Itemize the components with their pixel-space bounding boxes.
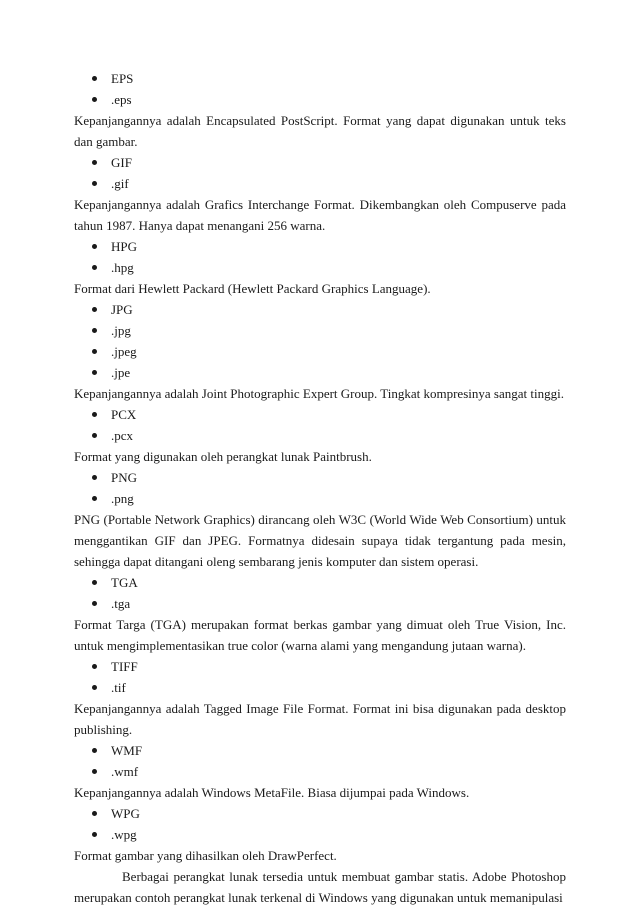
format-list: [74, 740, 566, 782]
format-description: Format yang digunakan oleh perangkat lunak Paintbrush.: [74, 449, 372, 464]
format-extension: .hpg: [111, 260, 134, 275]
format-description: Format Targa (TGA) merupakan format berkas gambar yang dimuat oleh True Vision, Inc. untuk mengimplementasikan true color (warna alami yang mengandung jutaan warna).: [74, 617, 566, 653]
bullet-icon: [92, 307, 97, 312]
format-extension: GIF: [111, 155, 132, 170]
format-description: Kepanjangannya adalah Tagged Image File Format. Format ini bisa digunakan pada desktop publishing.: [74, 701, 566, 737]
format-list: [74, 236, 566, 278]
bullet-icon: [92, 748, 97, 753]
list-item: [74, 488, 566, 509]
bullet-icon: [92, 265, 97, 270]
format-description: Format dari Hewlett Packard (Hewlett Packard Graphics Language).: [74, 281, 431, 296]
format-extension: .eps: [111, 92, 132, 107]
bullet-icon: [92, 580, 97, 585]
list-item: [74, 362, 566, 383]
bullet-icon: [92, 97, 97, 102]
format-list: [74, 467, 566, 509]
format-extension: EPS: [111, 71, 134, 86]
list-item: [74, 824, 566, 845]
bullet-icon: [92, 349, 97, 354]
list-item: [74, 572, 566, 593]
list-item: [74, 761, 566, 782]
format-extension: .tif: [111, 680, 126, 695]
format-extension: HPG: [111, 239, 138, 254]
format-extension: PCX: [111, 407, 137, 422]
bullet-icon: [92, 832, 97, 837]
format-description: Kepanjangannya adalah Windows MetaFile. Biasa dijumpai pada Windows.: [74, 785, 470, 800]
list-item: [74, 593, 566, 614]
bullet-icon: [92, 664, 97, 669]
list-item: [74, 257, 566, 278]
format-description: Kepanjangannya adalah Grafics Interchange Format. Dikembangkan oleh Compuserve pada tahun 1987. Hanya dapat menangani 256 warna.: [74, 197, 566, 233]
list-item: [74, 299, 566, 320]
format-extension: .wmf: [111, 764, 139, 779]
format-extension: WPG: [111, 806, 140, 821]
bullet-icon: [92, 769, 97, 774]
format-list: [74, 152, 566, 194]
bullet-icon: [92, 496, 97, 501]
bullet-icon: [92, 811, 97, 816]
list-item: [74, 656, 566, 677]
bullet-icon: [92, 601, 97, 606]
bullet-icon: [92, 160, 97, 165]
format-extension: TIFF: [111, 659, 138, 674]
list-item: [74, 425, 566, 446]
format-description: PNG (Portable Network Graphics) dirancang oleh W3C (World Wide Web Consortium) untuk menggantikan GIF dan JPEG. Formatnya didesain supaya tidak tergantung pada mesin, sehingga dapat ditangani oleng sembarang jenis komputer dan sistem operasi.: [74, 512, 566, 569]
format-extension: .jpeg: [111, 344, 137, 359]
format-extension: TGA: [111, 575, 138, 590]
format-list: [74, 572, 566, 614]
format-extension: .tga: [111, 596, 131, 611]
bullet-icon: [92, 181, 97, 186]
list-item: [74, 89, 566, 110]
list-item: [74, 320, 566, 341]
bullet-icon: [92, 244, 97, 249]
format-description: Kepanjangannya adalah Joint Photographic Expert Group. Tingkat kompresinya sangat tinggi.: [74, 386, 564, 401]
format-extension: JPG: [111, 302, 133, 317]
closing-paragraph: Berbagai perangkat lunak tersedia untuk membuat gambar statis. Adobe Photoshop merupakan contoh perangkat lunak terkenal di Windows yang digunakan untuk memanipulasi: [74, 869, 566, 905]
format-list: [74, 404, 566, 446]
format-extension: .jpg: [111, 323, 131, 338]
bullet-icon: [92, 685, 97, 690]
bullet-icon: [92, 475, 97, 480]
format-list: [74, 68, 566, 110]
bullet-icon: [92, 370, 97, 375]
format-list: [74, 656, 566, 698]
list-item: [74, 404, 566, 425]
list-item: [74, 68, 566, 89]
format-description: Kepanjangannya adalah Encapsulated PostScript. Format yang dapat digunakan untuk teks dan gambar.: [74, 113, 566, 149]
format-extension: .jpe: [111, 365, 131, 380]
format-extension: WMF: [111, 743, 143, 758]
format-description: Format gambar yang dihasilkan oleh DrawPerfect.: [74, 848, 337, 863]
bullet-icon: [92, 412, 97, 417]
list-item: [74, 467, 566, 488]
bullet-icon: [92, 76, 97, 81]
bullet-icon: [92, 328, 97, 333]
format-extension: .wpg: [111, 827, 137, 842]
list-item: [74, 173, 566, 194]
list-item: [74, 152, 566, 173]
list-item: [74, 341, 566, 362]
format-list: [74, 803, 566, 845]
list-item: [74, 236, 566, 257]
format-extension: .pcx: [111, 428, 134, 443]
document-body: [74, 68, 566, 908]
format-extension: .gif: [111, 176, 129, 191]
format-extension: .png: [111, 491, 134, 506]
bullet-icon: [92, 433, 97, 438]
format-extension: PNG: [111, 470, 138, 485]
list-item: [74, 677, 566, 698]
format-list: [74, 299, 566, 383]
list-item: [74, 803, 566, 824]
list-item: [74, 740, 566, 761]
